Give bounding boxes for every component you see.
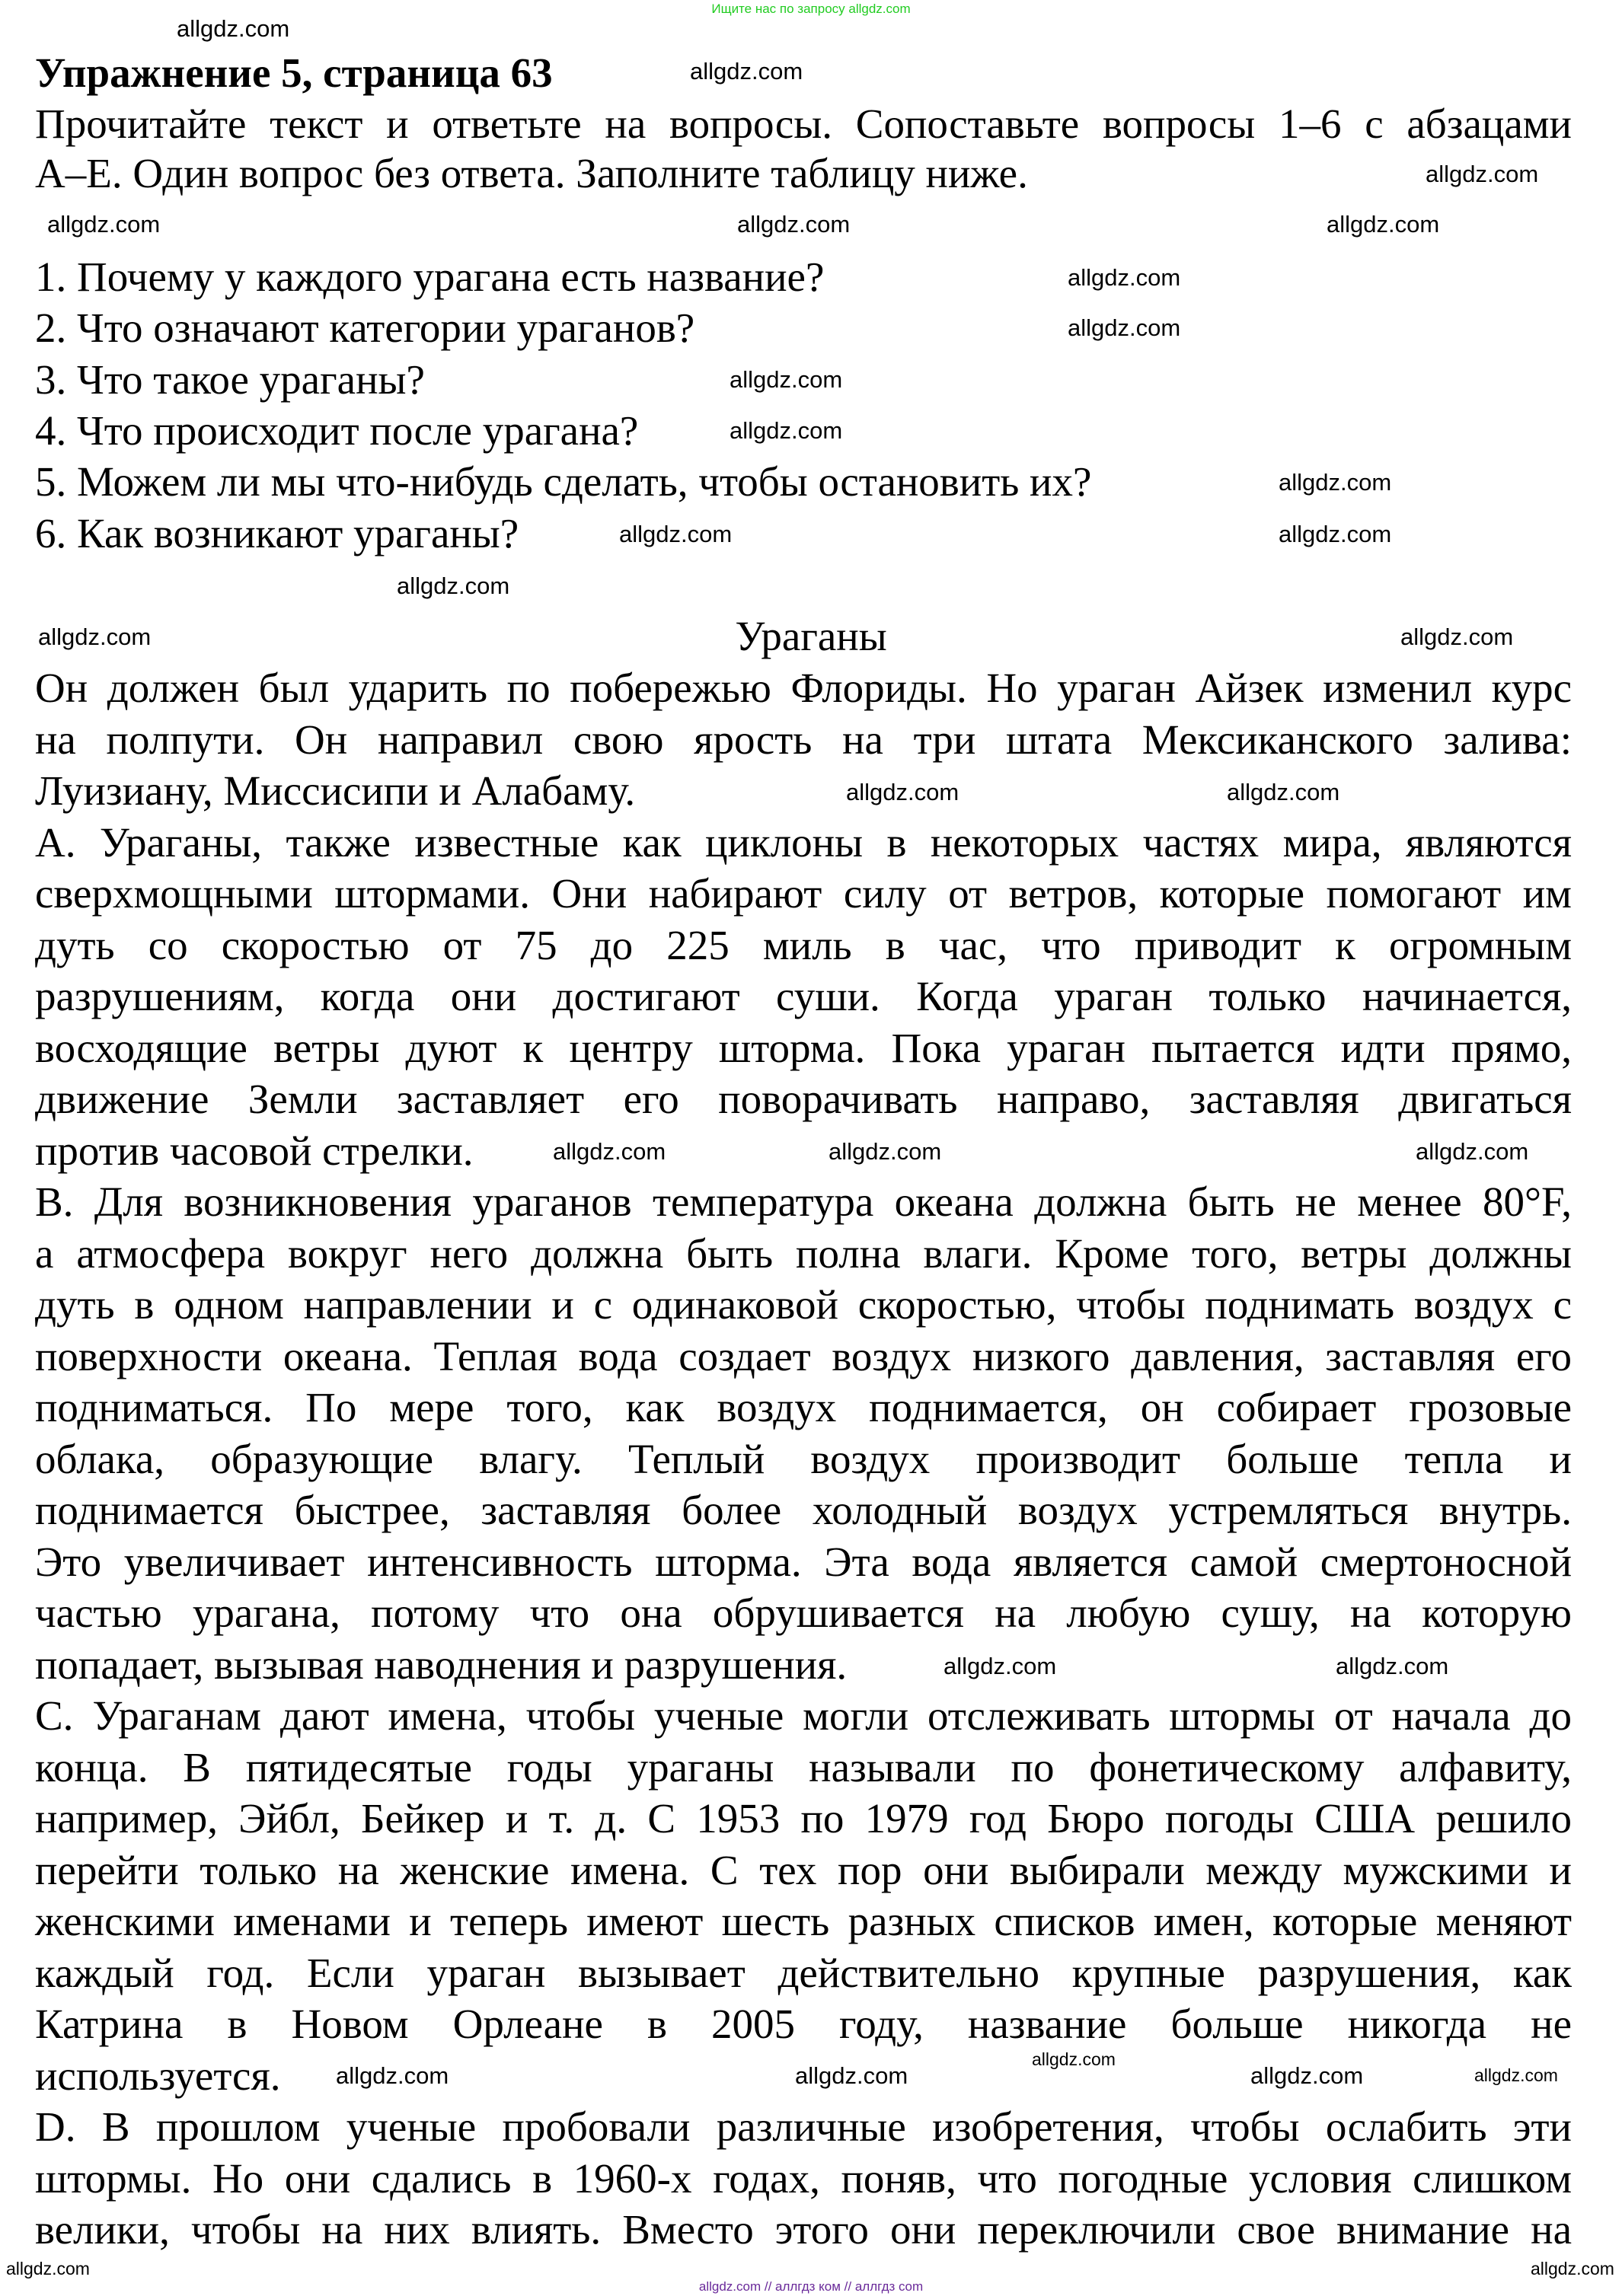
body-text-line: сверхмощными штормами. Они набирают силу от ветров, которые помогают им <box>35 870 1572 917</box>
watermark: allgdz.com <box>730 417 843 444</box>
body-text-line: Он должен был ударить по побережью Флориды. Но ураган Айзек изменил курс <box>35 665 1572 711</box>
body-text-line: а атмосфера вокруг него должна быть полна влаги. Кроме того, ветры должны <box>35 1230 1572 1277</box>
body-text-line: например, Эйбл, Бейкер и т. д. С 1953 по 1979 год Бюро погоды США решило <box>35 1795 1572 1842</box>
body-text-line: штормы. Но они сдались в 1960-х годах, поняв, что погодные условия слишком <box>35 2155 1572 2202</box>
watermark: allgdz.com <box>1327 211 1440 238</box>
body-text-line: Катрина в Новом Орлеане в 2005 году, название больше никогда не <box>35 2001 1572 2047</box>
watermark: allgdz.com <box>553 1138 666 1165</box>
body-text-line: каждый год. Если ураган вызывает действительно крупные разрушения, как <box>35 1950 1572 1996</box>
question-item: 6. Как возникают ураганы? <box>35 510 519 556</box>
body-text-line: B. Для возникновения ураганов температура океана должна быть не менее 80°F, <box>35 1178 1572 1225</box>
watermark: allgdz.com <box>1336 1653 1449 1679</box>
body-text-line: конца. В пятидесятые годы ураганы называли по фонетическому алфавиту, <box>35 1744 1572 1791</box>
watermark: allgdz.com <box>1426 161 1539 187</box>
body-text-line: на полпути. Он направил свою ярость на три штата Мексиканского залива: <box>35 716 1572 763</box>
watermark: allgdz.com <box>1400 623 1514 650</box>
watermark: allgdz.com <box>737 211 851 238</box>
watermark: allgdz.com <box>38 623 152 650</box>
body-text-line: женскими именами и теперь имеют шесть разных списков имен, которые меняют <box>35 1898 1572 1944</box>
watermark: allgdz.com <box>1416 1138 1529 1165</box>
footer-note: allgdz.com // аллгдз ком // аллгдз com <box>698 2279 924 2294</box>
watermark: allgdz.com <box>1250 2062 1364 2089</box>
watermark: allgdz.com <box>1531 2259 1614 2278</box>
watermark: allgdz.com <box>846 779 959 805</box>
watermark: allgdz.com <box>336 2062 449 2089</box>
question-item: 5. Можем ли мы что-нибудь сделать, чтобы остановить их? <box>35 458 1092 505</box>
top-search-note: Ищите нас по запросу allgdz.com <box>711 2 911 16</box>
watermark: allgdz.com <box>690 58 803 85</box>
instruction-line: Прочитайте текст и ответьте на вопросы. Сопоставьте вопросы 1–6 с абзацами <box>35 100 1572 147</box>
body-text-line: Луизиану, Миссисипи и Алабаму. <box>35 767 636 814</box>
watermark: allgdz.com <box>829 1138 942 1165</box>
watermark: allgdz.com <box>6 2259 90 2278</box>
instruction-line: А–Е. Один вопрос без ответа. Заполните таблицу ниже. <box>35 150 1028 196</box>
body-text-line: перейти только на женские имена. С тех пор они выбирали между мужскими и <box>35 1847 1572 1893</box>
watermark: allgdz.com <box>1474 2065 1558 2085</box>
watermark: allgdz.com <box>619 521 733 547</box>
watermark: allgdz.com <box>730 366 843 393</box>
watermark: allgdz.com <box>944 1653 1057 1679</box>
body-text-line: дуть в одном направлении и с одинаковой скоростью, чтобы поднимать воздух с <box>35 1281 1572 1328</box>
body-text-line: движение Земли заставляет его поворачивать направо, заставляя двигаться <box>35 1076 1572 1122</box>
body-text-line: дуть со скоростью от 75 до 225 миль в час, что приводит к огромным <box>35 922 1572 968</box>
watermark: allgdz.com <box>1068 264 1181 291</box>
body-text-line: велики, чтобы на них влиять. Вместо этого они переключили свое внимание на <box>35 2206 1572 2253</box>
question-item: 4. Что происходит после урагана? <box>35 407 639 454</box>
body-text-line: попадает, вызывая наводнения и разрушения. <box>35 1641 848 1688</box>
body-text-line: разрушениям, когда они достигают суши. Когда ураган только начинается, <box>35 973 1572 1019</box>
body-text-line: D. В прошлом ученые пробовали различные изобретения, чтобы ослабить эти <box>35 2103 1572 2150</box>
body-text-line: облака, образующие влагу. Теплый воздух производит больше тепла и <box>35 1436 1572 1482</box>
watermark: allgdz.com <box>1227 779 1340 805</box>
body-text-line: частью урагана, потому что она обрушивается на любую сушу, на которую <box>35 1590 1572 1636</box>
body-text-line: C. Ураганам дают имена, чтобы ученые могли отслеживать штормы от начала до <box>35 1692 1572 1739</box>
text-title: Ураганы <box>735 613 887 659</box>
body-text-line: против часовой стрелки. <box>35 1127 474 1174</box>
watermark: allgdz.com <box>1032 2049 1116 2069</box>
watermark: allgdz.com <box>1279 521 1392 547</box>
watermark: allgdz.com <box>1279 469 1392 496</box>
watermark: allgdz.com <box>177 15 290 42</box>
body-text-line: A. Ураганы, также известные как циклоны в некоторых частях мира, являются <box>35 819 1572 866</box>
watermark: allgdz.com <box>795 2062 908 2089</box>
body-text-line: восходящие ветры дуют к центру шторма. Пока ураган пытается идти прямо, <box>35 1025 1572 1071</box>
watermark: allgdz.com <box>1068 314 1181 341</box>
question-item: 1. Почему у каждого урагана есть название? <box>35 254 825 300</box>
page-title: Упражнение 5, страница 63 <box>35 49 553 96</box>
question-item: 2. Что означают категории ураганов? <box>35 305 695 351</box>
body-text-line: поверхности океана. Теплая вода создает воздух низкого давления, заставляя его <box>35 1333 1572 1379</box>
body-text-line: поднимается быстрее, заставляя более холодный воздух устремляться внутрь. <box>35 1487 1572 1533</box>
body-text-line: используется. <box>35 2052 281 2099</box>
watermark: allgdz.com <box>397 572 510 599</box>
watermark: allgdz.com <box>47 211 161 238</box>
body-text-line: Это увеличивает интенсивность шторма. Эта вода является самой смертоносной <box>35 1539 1572 1585</box>
question-item: 3. Что такое ураганы? <box>35 356 425 403</box>
body-text-line: подниматься. По мере того, как воздух поднимается, он собирает грозовые <box>35 1384 1572 1430</box>
